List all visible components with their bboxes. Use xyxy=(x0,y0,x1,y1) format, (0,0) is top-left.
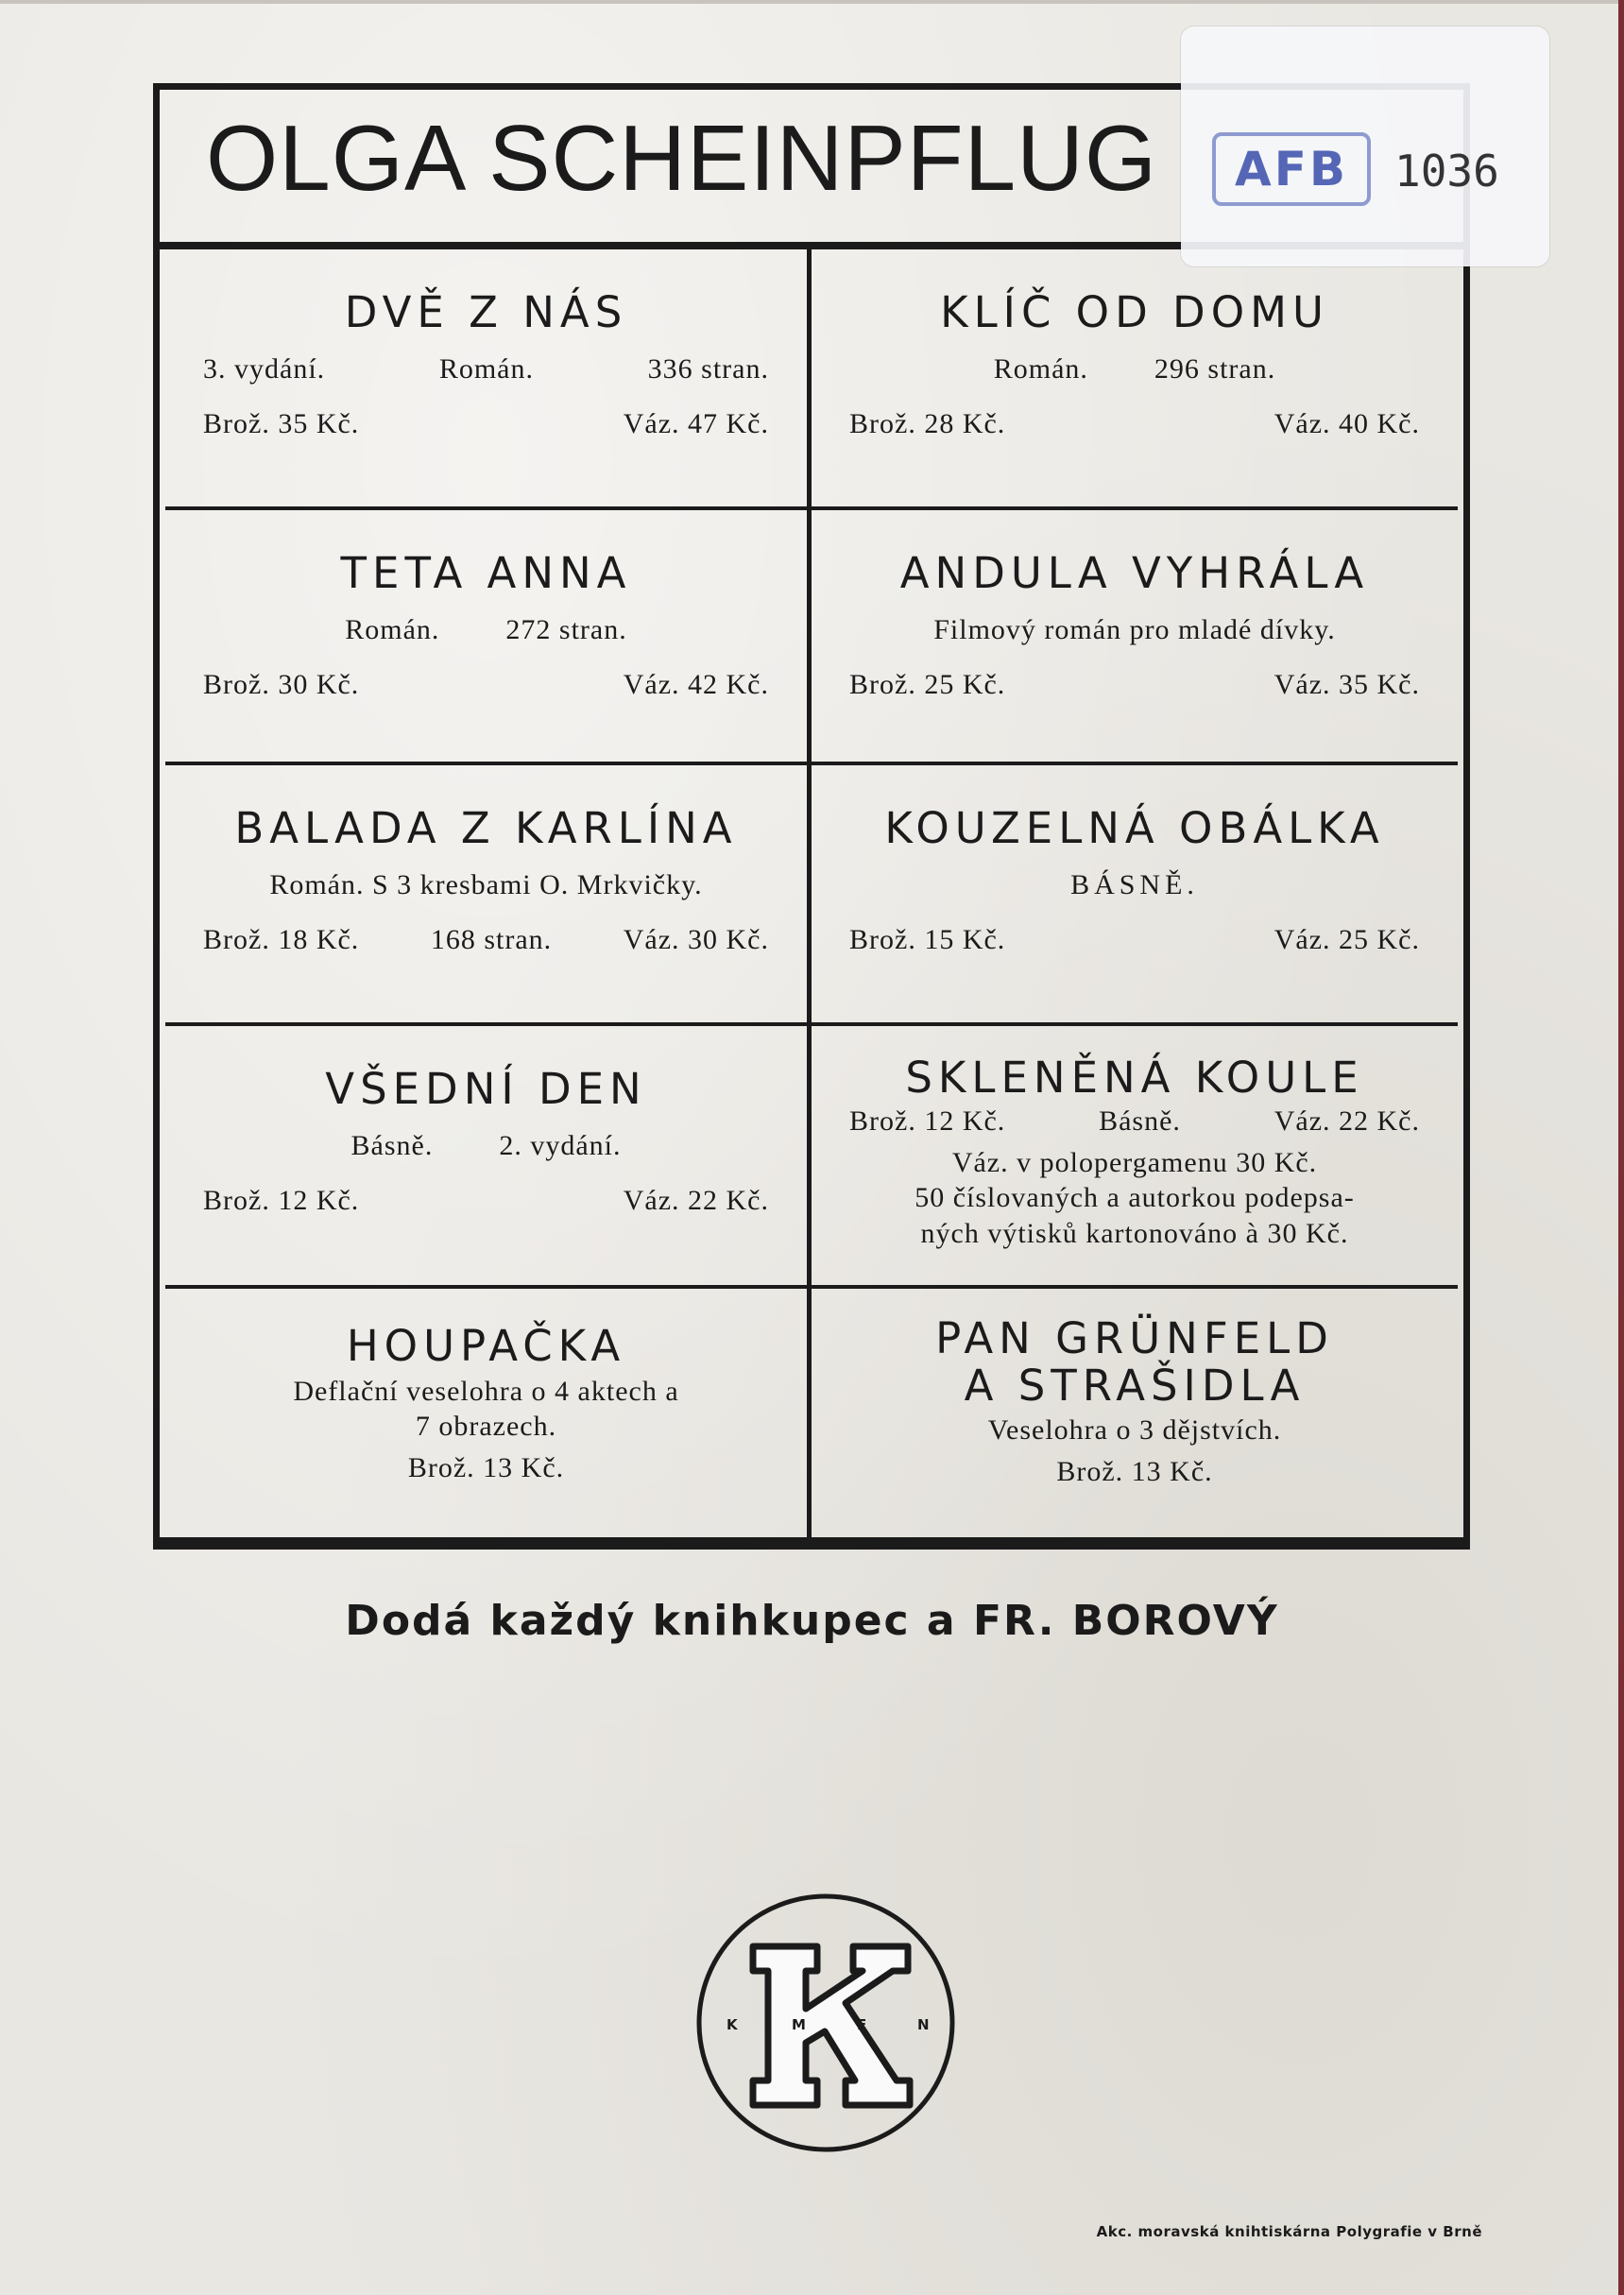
book-pages: 336 stran. xyxy=(647,352,769,385)
supplier-line: Dodá každý knihkupec a FR. BOROVÝ xyxy=(345,1597,1279,1645)
price-bound: Váz. 35 Kč. xyxy=(1274,668,1420,700)
book-pages: 272 stran. xyxy=(505,613,627,645)
book-description: Veselohra o 3 dějstvích. xyxy=(987,1414,1282,1446)
book-title: ANDULA VYHRÁLA xyxy=(899,548,1370,598)
author-name: OLGA SCHEINPFLUG xyxy=(206,106,1158,210)
price-bound: Váz. 42 Kč. xyxy=(623,668,769,700)
price-paperback: Brož. 12 Kč. xyxy=(203,1184,360,1216)
book-special-edition: ných výtisků kartonováno à 30 Kč. xyxy=(920,1217,1349,1249)
book-title: PAN GRÜNFELD xyxy=(935,1313,1334,1363)
price-bound: Váz. 47 Kč. xyxy=(623,407,769,439)
book-cell xyxy=(812,765,1458,1026)
library-number: 1036 xyxy=(1394,146,1499,197)
book-prices xyxy=(203,1185,769,1217)
book-genre: Román. xyxy=(993,352,1088,385)
printer-imprint: Akc. moravská knihtiskárna Polygrafie v Brně xyxy=(1096,2223,1482,2240)
book-cell xyxy=(165,1289,812,1544)
book-edition: 3. vydání. xyxy=(203,352,326,385)
book-meta xyxy=(203,614,769,646)
price-bound: Váz. 30 Kč. xyxy=(623,923,769,955)
book-prices xyxy=(849,408,1420,440)
book-prices xyxy=(203,669,769,701)
book-cell xyxy=(812,1026,1458,1289)
logo-letter-k: K xyxy=(727,2016,738,2033)
book-meta xyxy=(849,353,1420,385)
book-genre: BÁSNĚ. xyxy=(1070,868,1199,900)
book-title: KLÍČ OD DOMU xyxy=(940,287,1329,337)
book-cell xyxy=(165,510,812,765)
book-prices xyxy=(849,669,1420,701)
book-cell xyxy=(812,249,1458,510)
frame-bottom-rule xyxy=(153,1537,1470,1550)
book-edition: 2. vydání. xyxy=(499,1129,622,1161)
page-edge-right xyxy=(1618,0,1624,2295)
book-genre: Román. xyxy=(438,352,534,385)
book-cell xyxy=(812,1289,1458,1544)
book-special-edition: Váz. v polopergamenu 30 Kč. xyxy=(951,1146,1318,1178)
book-prices xyxy=(203,924,769,956)
book-title: SKLENĚNÁ KOULE xyxy=(905,1053,1364,1103)
book-title: VŠEDNÍ DEN xyxy=(325,1064,647,1114)
library-code: AFB xyxy=(1212,132,1371,206)
book-description: Filmový román pro mladé dívky. xyxy=(933,613,1336,645)
logo-letter-e: E xyxy=(857,2016,867,2033)
page-edge-top xyxy=(0,0,1624,4)
price-paperback: Brož. 18 Kč. xyxy=(203,923,360,955)
book-title: TETA ANNA xyxy=(340,548,632,598)
price-paperback: Brož. 13 Kč. xyxy=(407,1451,565,1483)
price-bound: Váz. 22 Kč. xyxy=(623,1184,769,1216)
book-cell xyxy=(165,1026,812,1289)
logo-letter-m: M xyxy=(792,2016,806,2033)
price-bound: Váz. 25 Kč. xyxy=(1274,923,1420,955)
book-genre: Básně. xyxy=(1099,1105,1181,1137)
book-title: HOUPAČKA xyxy=(346,1321,626,1371)
book-prices xyxy=(203,408,769,440)
book-cell xyxy=(165,765,812,1026)
book-grid xyxy=(165,249,1458,1544)
book-meta xyxy=(203,353,769,385)
book-title: A STRAŠIDLA xyxy=(964,1360,1306,1411)
book-description: Román. S 3 kresbami O. Mrkvičky. xyxy=(269,868,703,900)
price-paperback: Brož. 15 Kč. xyxy=(849,923,1006,955)
price-bound: Váz. 40 Kč. xyxy=(1274,407,1420,439)
book-description: Deflační veselohra o 4 aktech a xyxy=(293,1375,679,1407)
book-cell xyxy=(165,249,812,510)
book-prices xyxy=(849,924,1420,956)
book-title: KOUZELNÁ OBÁLKA xyxy=(884,803,1385,853)
price-paperback: Brož. 12 Kč. xyxy=(849,1105,1006,1137)
book-pages: 168 stran. xyxy=(430,923,553,955)
book-description: 7 obrazech. xyxy=(415,1411,557,1442)
price-paperback: Brož. 13 Kč. xyxy=(1056,1455,1213,1487)
book-genre: Román. xyxy=(345,613,440,645)
kmen-logo-icon xyxy=(694,1892,957,2154)
book-cell xyxy=(812,510,1458,765)
logo-letter-n: N xyxy=(917,2016,930,2033)
price-paperback: Brož. 28 Kč. xyxy=(849,407,1006,439)
book-special-edition: 50 číslovaných a autorkou podepsa- xyxy=(915,1182,1355,1213)
price-paperback: Brož. 30 Kč. xyxy=(203,668,360,700)
book-pages: 296 stran. xyxy=(1154,352,1276,385)
price-bound: Váz. 22 Kč. xyxy=(1274,1105,1420,1137)
price-paperback: Brož. 35 Kč. xyxy=(203,407,360,439)
book-genre: Básně. xyxy=(350,1129,434,1161)
book-title: DVĚ Z NÁS xyxy=(344,287,628,337)
book-title: BALADA Z KARLÍNA xyxy=(234,803,738,853)
book-meta xyxy=(203,1130,769,1162)
book-prices xyxy=(849,1105,1420,1138)
price-paperback: Brož. 25 Kč. xyxy=(849,668,1006,700)
